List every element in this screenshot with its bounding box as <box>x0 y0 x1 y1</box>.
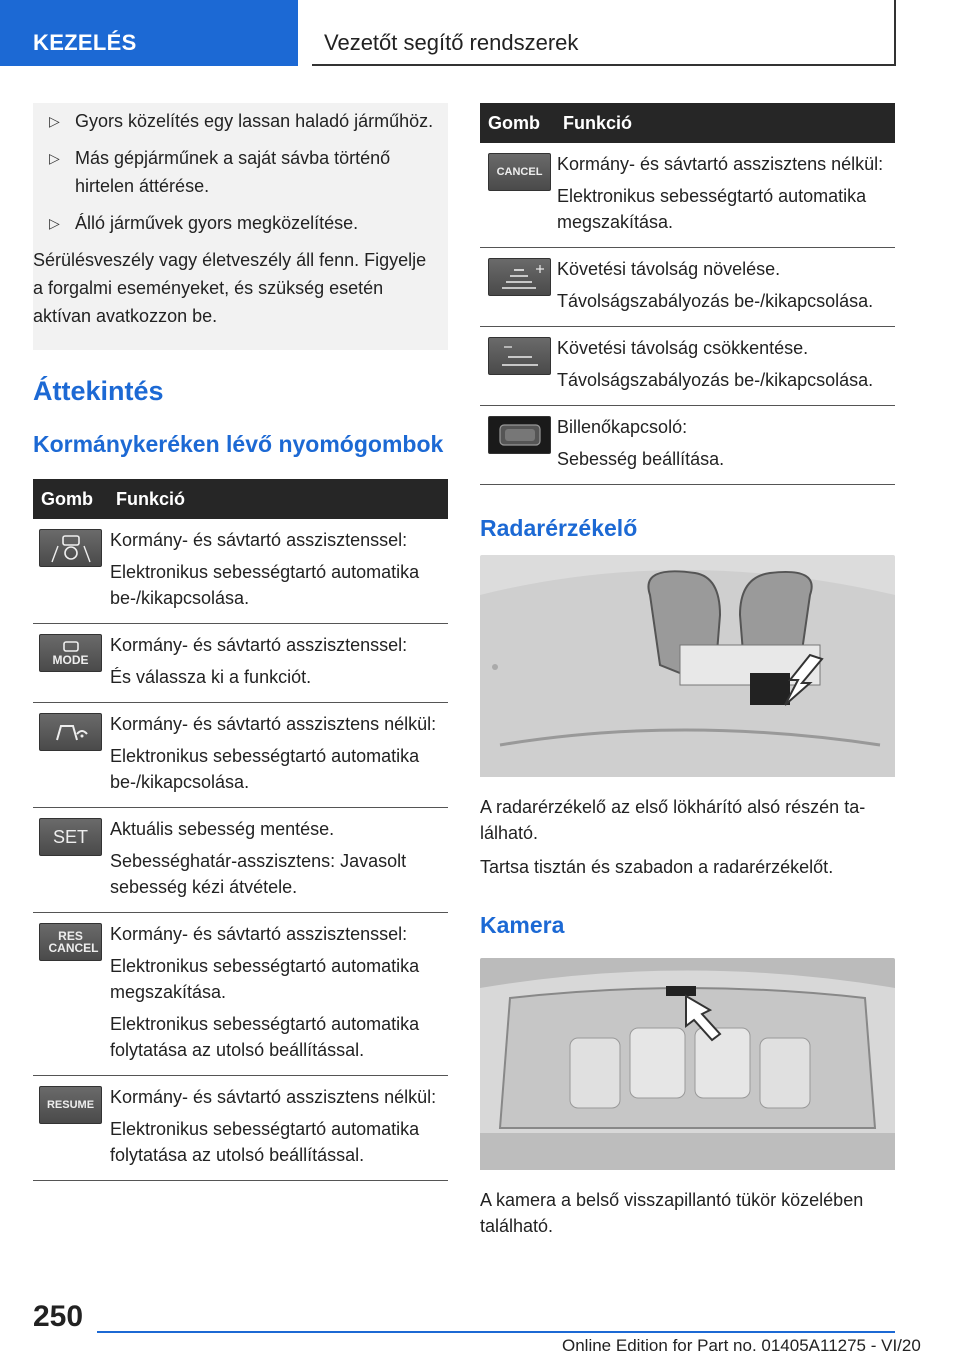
col-header-button: Gomb <box>33 479 110 519</box>
warning-box <box>33 103 448 350</box>
right-column <box>480 103 895 1239</box>
triangle-bullet-icon: ▷ <box>49 150 60 166</box>
cruise-control-icon <box>39 713 102 751</box>
warning-bullet: ▷ Álló járművek gyors megközelítése. <box>33 209 438 237</box>
col-header-button: Gomb <box>480 103 557 143</box>
distance-decrease-icon <box>488 337 551 375</box>
rocker-switch-icon <box>488 416 551 454</box>
camera-heading: Kamera <box>480 912 565 938</box>
steering-assist-icon <box>39 529 102 567</box>
triangle-bullet-icon: ▷ <box>49 113 60 129</box>
table-row: MODE Kormány- és sávtartó asszisztenssel: És válassza ki a funkciót. <box>33 624 448 703</box>
table-row: Kormány- és sávtartó asszisztens nélkül: Elektronikus sebességtartó automatika be-/kikapcsolása. <box>33 703 448 808</box>
radar-clean-text: Tartsa tisztán és szabadon a radarérzékelőt. <box>480 857 834 877</box>
warning-bullet: ▷ Gyors közelítés egy lassan haladó járműhöz. <box>33 107 438 135</box>
edition-note: Online Edition for Part no. 01405A11275 - VI/20 <box>562 1336 921 1355</box>
table-row: Követési távolság növelése. Távolságszabályozás be-/kikapcsolása. <box>480 248 895 327</box>
page-header <box>0 0 960 66</box>
footer-divider <box>97 1331 895 1333</box>
warning-bullet: ▷ Más gépjárműnek a saját sávba történő hirtelen áttérése. <box>33 144 438 200</box>
camera-location-text: A kamera a belső visszapillantó tükör közelében található. <box>480 1190 864 1236</box>
radar-sensor-image <box>480 555 895 782</box>
buttons-subheading: Kormánykeréken lévő nyomógombok <box>33 431 444 457</box>
table-row: Kormány- és sávtartó asszisztenssel: Elektronikus sebességtartó automatika be-/kikapcsolása. <box>33 519 448 624</box>
res-cancel-icon: RES CANCEL <box>39 923 102 961</box>
overview-heading: Áttekintés <box>33 376 164 406</box>
table-row: Billenőkapcsoló: Sebesség beállítása. <box>480 406 895 485</box>
distance-increase-icon <box>488 258 551 296</box>
section-tab: KEZELÉS <box>0 0 298 66</box>
camera-image <box>480 958 895 1175</box>
page-number: 250 <box>33 1300 84 1333</box>
table-row: RESUME Kormány- és sávtartó asszisztens nélkül: Elektronikus sebességtartó automatika folytatása az utolsó beállítással. <box>33 1076 448 1181</box>
set-icon: SET <box>39 818 102 856</box>
mode-icon: MODE <box>39 634 102 672</box>
warning-text: Sérülésveszély vagy életveszély áll fenn. Figyelje a forgalmi eseményeket, és szükség esetén aktívan avatkozzon be. <box>33 250 427 326</box>
left-column <box>33 103 448 1181</box>
table-row: Követési távolság csökkentése. Távolságszabályozás be-/kikapcsolása. <box>480 327 895 406</box>
radar-heading: Radarérzékelő <box>480 515 638 541</box>
steering-buttons-table <box>33 479 448 1181</box>
chapter-title: Vezetőt segítő rendszerek <box>312 0 896 66</box>
steering-buttons-table-continued <box>480 103 895 485</box>
resume-icon: RESUME <box>39 1086 102 1124</box>
cancel-icon: CANCEL <box>488 153 551 191</box>
table-row: CANCEL Kormány- és sávtartó asszisztens nélkül: Elektronikus sebességtartó automatika megszakítása. <box>480 143 895 248</box>
table-row: SET Aktuális sebesség mentése. Sebességhatár-asszisztens: Javasolt sebesség kézi átvétele. <box>33 808 448 913</box>
triangle-bullet-icon: ▷ <box>49 215 60 231</box>
col-header-function: Funkció <box>110 479 448 519</box>
table-row: RES CANCEL Kormány- és sávtartó asszisztenssel: Elektronikus sebességtartó automatika megszakítása. Elektronikus sebességtartó automatika folytatása az utolsó beállítással. <box>33 913 448 1076</box>
col-header-function: Funkció <box>557 103 895 143</box>
radar-location-text: A radarérzékelő az első lökhárító alsó részén található. <box>480 797 866 843</box>
